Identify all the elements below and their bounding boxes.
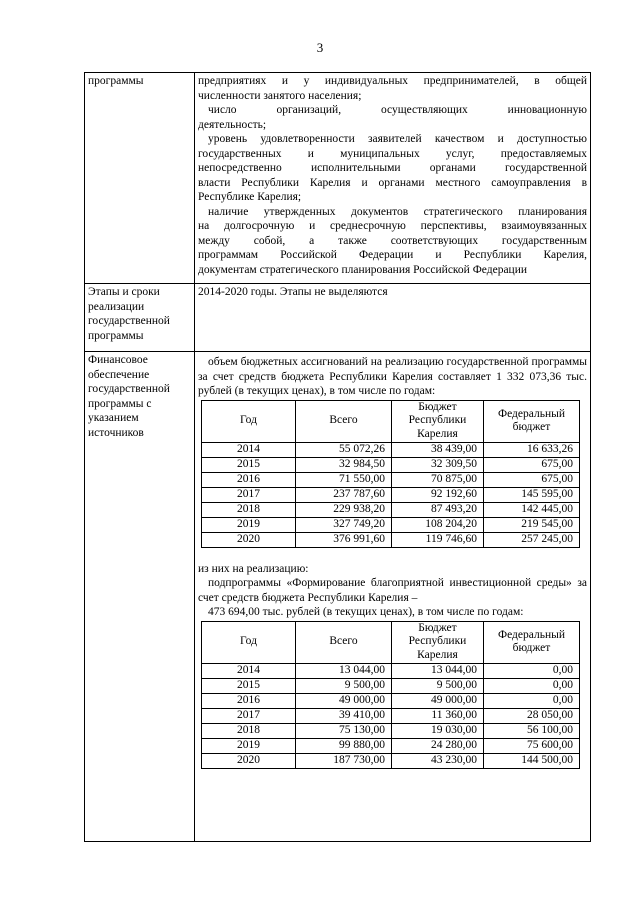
regional-cell: 119 746,60 xyxy=(392,532,484,547)
regional-cell: 92 192,60 xyxy=(392,487,484,502)
federal-cell: 675,00 xyxy=(484,457,580,472)
federal-cell: 75 600,00 xyxy=(484,738,580,753)
federal-cell: 0,00 xyxy=(484,693,580,708)
year-cell: 2016 xyxy=(202,472,296,487)
total-cell: 187 730,00 xyxy=(296,753,392,768)
regional-cell: 108 204,20 xyxy=(392,517,484,532)
total-cell: 9 500,00 xyxy=(296,678,392,693)
text-line: деятельность; xyxy=(198,118,267,131)
year-cell: 2018 xyxy=(202,502,296,517)
table-row xyxy=(202,753,580,768)
federal-cell: 145 595,00 xyxy=(484,487,580,502)
table-row xyxy=(202,663,580,678)
federal-cell: 675,00 xyxy=(484,472,580,487)
regional-cell: 38 439,00 xyxy=(392,442,484,457)
table-row xyxy=(202,517,580,532)
federal-cell: 56 100,00 xyxy=(484,723,580,738)
total-cell: 229 938,20 xyxy=(296,502,392,517)
federal-cell: 142 445,00 xyxy=(484,502,580,517)
text-line: на долгосрочную и среднесрочную перспективы, взаимоувязанных xyxy=(198,220,587,232)
row3-label: Финансовое обеспечение государственной программы с указанием источников xyxy=(85,352,195,842)
text-line: власти Республики Карелия и органами местного самоуправления в xyxy=(198,176,587,189)
table-row xyxy=(202,472,580,487)
regional-cell: 87 493,20 xyxy=(392,502,484,517)
year-cell: 2014 xyxy=(202,442,296,457)
year-cell: 2015 xyxy=(202,678,296,693)
row2-content: 2014-2020 годы. Этапы не выделяются xyxy=(195,284,591,352)
year-cell: 2017 xyxy=(202,487,296,502)
subprogram-intro: подпрограммы «Формирование благоприятной инвестиционной среды» за счет средств бюджета Республики Карелия – xyxy=(198,577,587,604)
passport-table xyxy=(84,72,591,842)
regional-cell: 19 030,00 xyxy=(392,723,484,738)
col-regional-header: Бюджет Республики Карелия xyxy=(392,400,484,442)
regional-cell: 24 280,00 xyxy=(392,738,484,753)
regional-cell: 49 000,00 xyxy=(392,693,484,708)
row-indicators xyxy=(85,73,591,284)
text-line: непосредственно исполнительными органами государственной xyxy=(198,162,587,174)
federal-cell: 16 633,26 xyxy=(484,442,580,457)
year-cell: 2017 xyxy=(202,708,296,723)
text-line: программам Российской Федерации и Республики Карелия, xyxy=(198,249,587,261)
table-row xyxy=(202,678,580,693)
text-line: Республике Карелия; xyxy=(198,191,302,203)
year-cell: 2020 xyxy=(202,753,296,768)
col-total-header: Всего xyxy=(296,621,392,663)
regional-cell: 9 500,00 xyxy=(392,678,484,693)
sub-intro: из них на реализацию: xyxy=(198,562,309,575)
table-row xyxy=(202,457,580,472)
regional-cell: 13 044,00 xyxy=(392,663,484,678)
col-year-header: Год xyxy=(202,621,296,663)
row-financing xyxy=(85,352,591,842)
year-cell: 2019 xyxy=(202,738,296,753)
total-cell: 237 787,60 xyxy=(296,487,392,502)
federal-cell: 0,00 xyxy=(484,678,580,693)
year-cell: 2020 xyxy=(202,532,296,547)
federal-cell: 257 245,00 xyxy=(484,532,580,547)
regional-cell: 11 360,00 xyxy=(392,708,484,723)
year-cell: 2018 xyxy=(202,723,296,738)
col-year-header: Год xyxy=(202,400,296,442)
total-cell: 71 550,00 xyxy=(296,472,392,487)
total-cell: 39 410,00 xyxy=(296,708,392,723)
total-cell: 75 130,00 xyxy=(296,723,392,738)
col-federal-header: Федеральный бюджет xyxy=(484,400,580,442)
total-cell: 49 000,00 xyxy=(296,693,392,708)
table-row xyxy=(202,708,580,723)
total-cell: 55 072,26 xyxy=(296,442,392,457)
table-row xyxy=(202,723,580,738)
page-number: 3 xyxy=(316,40,324,55)
total-cell: 99 880,00 xyxy=(296,738,392,753)
text-line: наличие утвержденных документов стратегического планирования xyxy=(208,205,587,218)
table-row xyxy=(202,502,580,517)
financing-intro: объем бюджетных ассигнований на реализацию государственной программы за счет средств бюджета Республики Карелия составляет 1 332 073,36 тыс. рублей (в текущих ценах), в том числе по годам: xyxy=(198,356,587,397)
text-line: уровень удовлетворенности заявителей качеством и доступностью xyxy=(208,133,587,145)
table-row xyxy=(202,532,580,547)
row3-content xyxy=(195,352,591,842)
row1-label: программы xyxy=(85,73,195,284)
text-line: государственных и муниципальных услуг, предоставляемых xyxy=(198,147,587,160)
subprogram-amount: 473 694,00 тыс. рублей (в текущих ценах), в том числе по годам: xyxy=(208,606,524,618)
table-row xyxy=(202,738,580,753)
text-line: документам стратегического планирования Российской Федерации xyxy=(198,263,528,276)
total-cell: 13 044,00 xyxy=(296,663,392,678)
col-total-header: Всего xyxy=(296,400,392,442)
financing-table-total xyxy=(201,400,580,548)
text-line: число организаций, осуществляющих инновационную xyxy=(208,104,587,116)
col-regional-header: Бюджет Республики Карелия xyxy=(392,621,484,663)
regional-cell: 43 230,00 xyxy=(392,753,484,768)
federal-cell: 219 545,00 xyxy=(484,517,580,532)
year-cell: 2019 xyxy=(202,517,296,532)
text-line: численности занятого населения; xyxy=(198,89,362,102)
row-stages xyxy=(85,284,591,352)
total-cell: 32 984,50 xyxy=(296,457,392,472)
text-line: между собой, а также соответствующих государственным xyxy=(198,234,587,247)
regional-cell: 32 309,50 xyxy=(392,457,484,472)
text-line: предприятиях и у индивидуальных предпринимателей, в общей xyxy=(198,75,587,87)
year-cell: 2016 xyxy=(202,693,296,708)
table-row xyxy=(202,442,580,457)
federal-cell: 0,00 xyxy=(484,663,580,678)
total-cell: 376 991,60 xyxy=(296,532,392,547)
total-cell: 327 749,20 xyxy=(296,517,392,532)
year-cell: 2014 xyxy=(202,663,296,678)
row2-label: Этапы и сроки реализации государственной программы xyxy=(85,284,195,352)
federal-cell: 28 050,00 xyxy=(484,708,580,723)
regional-cell: 70 875,00 xyxy=(392,472,484,487)
row1-content xyxy=(195,73,591,284)
table-row xyxy=(202,693,580,708)
financing-table-subprogram xyxy=(201,621,580,769)
col-federal-header: Федеральный бюджет xyxy=(484,621,580,663)
year-cell: 2015 xyxy=(202,457,296,472)
federal-cell: 144 500,00 xyxy=(484,753,580,768)
table-row xyxy=(202,487,580,502)
